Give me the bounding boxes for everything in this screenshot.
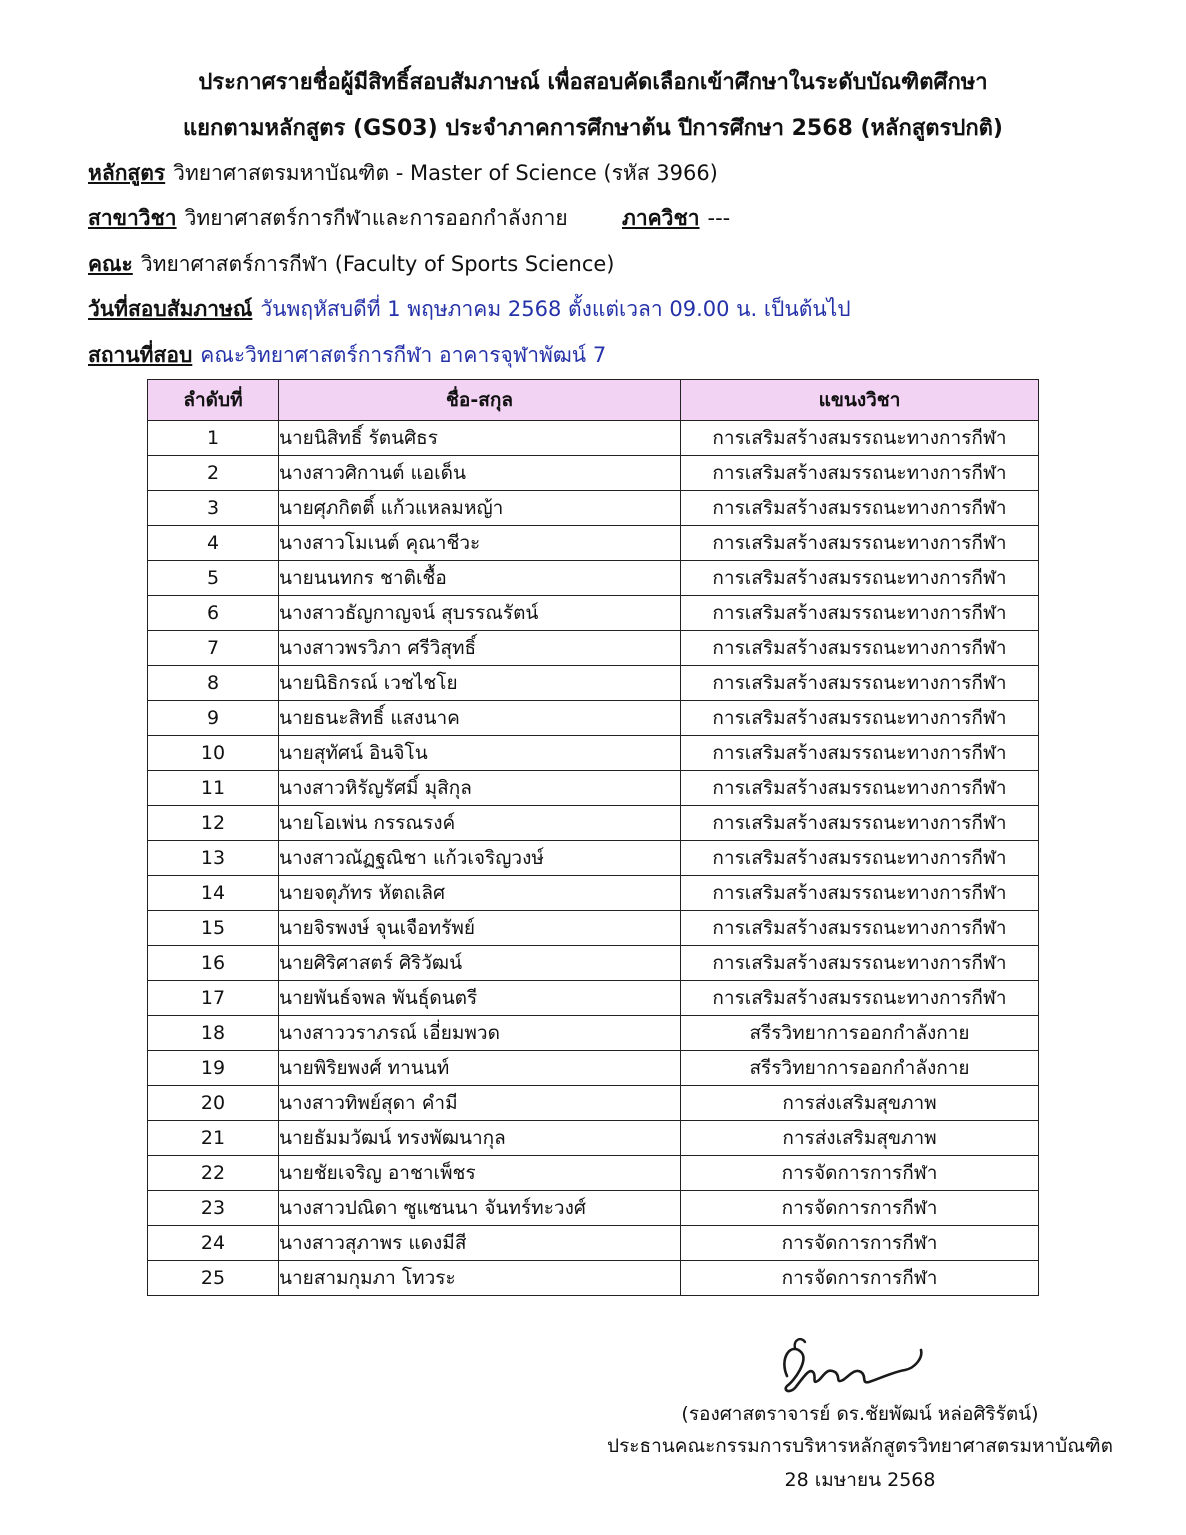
major-value: วิทยาศาสตร์การกีฬาและการออกกำลังกาย bbox=[184, 206, 568, 230]
row-name: นายพันธ์จพล พันธุ์ดนตรี bbox=[279, 981, 681, 1016]
department-field bbox=[622, 203, 730, 233]
table-row bbox=[148, 596, 1039, 631]
row-track: การส่งเสริมสุขภาพ bbox=[681, 1121, 1039, 1156]
program-value: วิทยาศาสตรมหาบัณฑิต - Master of Science (รหัส 3966) bbox=[173, 161, 718, 185]
row-number: 5 bbox=[148, 561, 279, 596]
title-line-1: ประกาศรายชื่อผู้มีสิทธิ์สอบสัมภาษณ์ เพื่อสอบคัดเลือกเข้าศึกษาในระดับบัณฑิตศึกษา bbox=[198, 70, 988, 95]
row-name: นางสาววราภรณ์ เอี่ยมพวด bbox=[279, 1016, 681, 1051]
table-row bbox=[148, 561, 1039, 596]
row-track: การเสริมสร้างสมรรถนะทางการกีฬา bbox=[681, 981, 1039, 1016]
row-track: การเสริมสร้างสมรรถนะทางการกีฬา bbox=[681, 596, 1039, 631]
row-number: 7 bbox=[148, 631, 279, 666]
table-row bbox=[148, 526, 1039, 561]
table-row bbox=[148, 841, 1039, 876]
table-row bbox=[148, 456, 1039, 491]
row-number: 13 bbox=[148, 841, 279, 876]
row-number: 19 bbox=[148, 1051, 279, 1086]
faculty-value: วิทยาศาสตร์การกีฬา (Faculty of Sports Science) bbox=[140, 252, 615, 276]
row-name: นางสาวโมเนต์ คุณาชีวะ bbox=[279, 526, 681, 561]
row-name: นางสาวทิพย์สุดา คำมี bbox=[279, 1086, 681, 1121]
row-track: การจัดการการกีฬา bbox=[681, 1191, 1039, 1226]
department-value: --- bbox=[707, 206, 731, 230]
program-label: หลักสูตร bbox=[88, 161, 166, 185]
row-name: นางสาวธัญกาญจน์ สุบรรณรัตน์ bbox=[279, 596, 681, 631]
row-name: นางสาวปณิดา ซูแซนนา จันทร์ทะวงศ์ bbox=[279, 1191, 681, 1226]
venue-field bbox=[88, 340, 606, 370]
row-track: สรีรวิทยาการออกกำลังกาย bbox=[681, 1051, 1039, 1086]
table-row bbox=[148, 631, 1039, 666]
table-row bbox=[148, 771, 1039, 806]
row-track: การเสริมสร้างสมรรถนะทางการกีฬา bbox=[681, 456, 1039, 491]
row-number: 3 bbox=[148, 491, 279, 526]
table-row bbox=[148, 946, 1039, 981]
row-name: นายธัมมวัฒน์ ทรงพัฒนากุล bbox=[279, 1121, 681, 1156]
candidate-table bbox=[147, 379, 1039, 1296]
row-name: นายสุทัศน์ อินจิโน bbox=[279, 736, 681, 771]
row-number: 12 bbox=[148, 806, 279, 841]
title-line-2: แยกตามหลักสูตร (GS03) ประจำภาคการศึกษาต้น ปีการศึกษา 2568 (หลักสูตรปกติ) bbox=[182, 116, 1003, 141]
table-row bbox=[148, 1051, 1039, 1086]
row-track: การเสริมสร้างสมรรถนะทางการกีฬา bbox=[681, 561, 1039, 596]
venue-value: คณะวิทยาศาสตร์การกีฬา อาคารจุฬาพัฒน์ 7 bbox=[200, 343, 607, 367]
row-number: 1 bbox=[148, 421, 279, 456]
interview-date-value: วันพฤหัสบดีที่ 1 พฤษภาคม 2568 ตั้งแต่เวลา 09.00 น. เป็นต้นไป bbox=[260, 297, 851, 321]
row-name: นายจิรพงษ์ จุนเจือทรัพย์ bbox=[279, 911, 681, 946]
header-name: ชื่อ-สกุล bbox=[279, 380, 681, 421]
row-track: สรีรวิทยาการออกกำลังกาย bbox=[681, 1016, 1039, 1051]
row-name: นางสาวณัฏฐณิชา แก้วเจริญวงษ์ bbox=[279, 841, 681, 876]
row-number: 6 bbox=[148, 596, 279, 631]
row-track: การเสริมสร้างสมรรถนะทางการกีฬา bbox=[681, 421, 1039, 456]
table-row bbox=[148, 1086, 1039, 1121]
table-row bbox=[148, 1226, 1039, 1261]
table-row bbox=[148, 911, 1039, 946]
row-track: การเสริมสร้างสมรรถนะทางการกีฬา bbox=[681, 911, 1039, 946]
row-track: การเสริมสร้างสมรรถนะทางการกีฬา bbox=[681, 736, 1039, 771]
table-row bbox=[148, 1261, 1039, 1296]
row-name: นายธนะสิทธิ์ แสงนาค bbox=[279, 701, 681, 736]
row-number: 25 bbox=[148, 1261, 279, 1296]
row-number: 17 bbox=[148, 981, 279, 1016]
row-number: 21 bbox=[148, 1121, 279, 1156]
header-track: แขนงวิชา bbox=[681, 380, 1039, 421]
venue-label: สถานที่สอบ bbox=[88, 343, 193, 367]
row-number: 16 bbox=[148, 946, 279, 981]
header-no: ลำดับที่ bbox=[148, 380, 279, 421]
interview-date-label: วันที่สอบสัมภาษณ์ bbox=[88, 297, 253, 321]
row-number: 15 bbox=[148, 911, 279, 946]
row-track: การจัดการการกีฬา bbox=[681, 1156, 1039, 1191]
signatory-position: ประธานคณะกรรมการบริหารหลักสูตรวิทยาศาสตรมหาบัณฑิต bbox=[607, 1435, 1113, 1457]
row-track: การเสริมสร้างสมรรถนะทางการกีฬา bbox=[681, 701, 1039, 736]
row-name: นายนิธิกรณ์ เวชไชโย bbox=[279, 666, 681, 701]
table-header-row bbox=[148, 380, 1039, 421]
table-row bbox=[148, 981, 1039, 1016]
row-track: การจัดการการกีฬา bbox=[681, 1226, 1039, 1261]
row-number: 8 bbox=[148, 666, 279, 701]
table-row bbox=[148, 736, 1039, 771]
row-track: การเสริมสร้างสมรรถนะทางการกีฬา bbox=[681, 771, 1039, 806]
row-name: นางสาวพรวิภา ศรีวิสุทธิ์ bbox=[279, 631, 681, 666]
row-track: การเสริมสร้างสมรรถนะทางการกีฬา bbox=[681, 946, 1039, 981]
row-name: นางสาวศิกานต์ แอเด็น bbox=[279, 456, 681, 491]
row-name: นายโอเพ่น กรรณรงค์ bbox=[279, 806, 681, 841]
table-row bbox=[148, 806, 1039, 841]
row-name: นายพิริยพงศ์ ทานนท์ bbox=[279, 1051, 681, 1086]
row-number: 11 bbox=[148, 771, 279, 806]
row-number: 10 bbox=[148, 736, 279, 771]
faculty-label: คณะ bbox=[88, 252, 133, 276]
row-name: นางสาวสุภาพร แดงมีสี bbox=[279, 1226, 681, 1261]
row-number: 22 bbox=[148, 1156, 279, 1191]
row-name: นางสาวหิรัญรัศมิ์ มุสิกุล bbox=[279, 771, 681, 806]
table-row bbox=[148, 421, 1039, 456]
row-name: นายนนทกร ชาติเชื้อ bbox=[279, 561, 681, 596]
row-track: การเสริมสร้างสมรรถนะทางการกีฬา bbox=[681, 876, 1039, 911]
row-name: นายสามกุมภา โทวระ bbox=[279, 1261, 681, 1296]
row-number: 18 bbox=[148, 1016, 279, 1051]
row-name: นายชัยเจริญ อาชาเพ็ชร bbox=[279, 1156, 681, 1191]
row-name: นายศุภกิตติ์ แก้วแหลมหญ้า bbox=[279, 491, 681, 526]
table-row bbox=[148, 1156, 1039, 1191]
row-number: 2 bbox=[148, 456, 279, 491]
signature-image bbox=[765, 1328, 935, 1400]
row-number: 14 bbox=[148, 876, 279, 911]
major-field bbox=[88, 203, 731, 233]
row-track: การเสริมสร้างสมรรถนะทางการกีฬา bbox=[681, 666, 1039, 701]
table-row bbox=[148, 1016, 1039, 1051]
row-number: 23 bbox=[148, 1191, 279, 1226]
row-number: 9 bbox=[148, 701, 279, 736]
row-track: การเสริมสร้างสมรรถนะทางการกีฬา bbox=[681, 631, 1039, 666]
table-row bbox=[148, 876, 1039, 911]
row-track: การเสริมสร้างสมรรถนะทางการกีฬา bbox=[681, 526, 1039, 561]
row-name: นายนิสิทธิ์ รัตนศิธร bbox=[279, 421, 681, 456]
row-track: การเสริมสร้างสมรรถนะทางการกีฬา bbox=[681, 491, 1039, 526]
row-track: การจัดการการกีฬา bbox=[681, 1261, 1039, 1296]
table-row bbox=[148, 666, 1039, 701]
row-name: นายศิริศาสตร์ ศิริวัฒน์ bbox=[279, 946, 681, 981]
signatory-name: (รองศาสตราจารย์ ดร.ชัยพัฒน์ หล่อศิริรัตน์) bbox=[681, 1403, 1039, 1425]
department-label: ภาควิชา bbox=[622, 206, 700, 230]
faculty-field bbox=[88, 249, 614, 279]
table-row bbox=[148, 701, 1039, 736]
program-field bbox=[88, 158, 718, 188]
row-number: 24 bbox=[148, 1226, 279, 1261]
row-track: การส่งเสริมสุขภาพ bbox=[681, 1086, 1039, 1121]
table-row bbox=[148, 491, 1039, 526]
row-track: การเสริมสร้างสมรรถนะทางการกีฬา bbox=[681, 806, 1039, 841]
announcement-date: 28 เมษายน 2568 bbox=[784, 1469, 936, 1491]
major-label: สาขาวิชา bbox=[88, 206, 177, 230]
table-row bbox=[148, 1191, 1039, 1226]
row-number: 4 bbox=[148, 526, 279, 561]
row-number: 20 bbox=[148, 1086, 279, 1121]
table-row bbox=[148, 1121, 1039, 1156]
row-name: นายจตุภัทร หัตถเลิศ bbox=[279, 876, 681, 911]
interview-date-field bbox=[88, 294, 851, 324]
row-track: การเสริมสร้างสมรรถนะทางการกีฬา bbox=[681, 841, 1039, 876]
